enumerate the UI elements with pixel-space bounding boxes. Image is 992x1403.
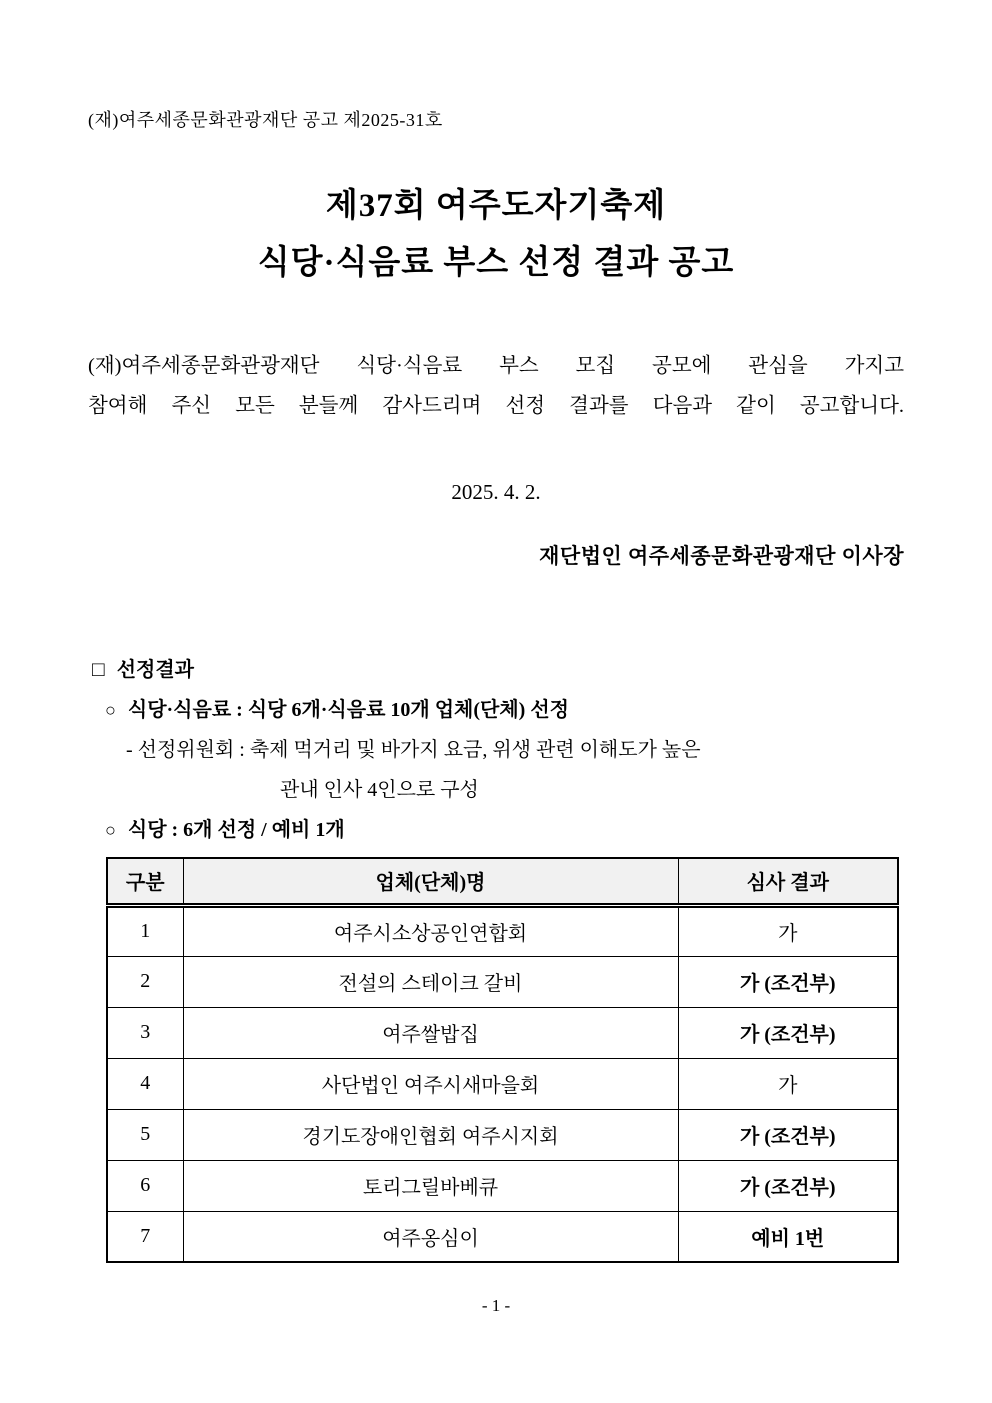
results-table <box>106 857 899 1263</box>
section-subline-1: - 선정위원회 : 축제 먹거리 및 바가지 요금, 위생 관련 이해도가 높은 <box>126 739 701 761</box>
title-line-2: 식당·식음료 부스 선정 결과 공고 <box>257 245 735 281</box>
row-name: 경기도장애인협회 여주시지회 <box>183 1109 678 1160</box>
table-row <box>107 1160 898 1211</box>
row-no: 6 <box>107 1160 183 1211</box>
table-row <box>107 956 898 1007</box>
square-bullet-icon: □ <box>92 657 105 681</box>
row-no: 3 <box>107 1007 183 1058</box>
circle-bullet-icon: ○ <box>105 820 116 840</box>
row-no: 2 <box>107 956 183 1007</box>
body-line-2: 참여해 주신 모든 분들께 감사드리며 선정 결과를 다음과 같이 공고합니다. <box>88 395 904 417</box>
table-row <box>107 1007 898 1058</box>
results-table-body <box>107 905 898 1262</box>
row-name: 여주시소상공인연합회 <box>183 905 678 956</box>
table-row <box>107 905 898 956</box>
row-result: 가 (조건부) <box>678 1160 898 1211</box>
doc-number: (재)여주세종문화관광재단 공고 제2025-31호 <box>88 110 443 130</box>
row-result: 가 (조건부) <box>678 956 898 1007</box>
row-no: 4 <box>107 1058 183 1109</box>
row-name: 여주옹심이 <box>183 1211 678 1262</box>
row-name: 토리그릴바베큐 <box>183 1160 678 1211</box>
row-name: 전설의 스테이크 갈비 <box>183 956 678 1007</box>
section-heading-label: 선정결과 <box>116 659 194 681</box>
signature: 재단법인 여주세종문화관광재단 이사장 <box>539 544 904 568</box>
table-row <box>107 1109 898 1160</box>
row-no: 1 <box>107 905 183 956</box>
row-name: 여주쌀밥집 <box>183 1007 678 1058</box>
body-paragraph <box>88 346 904 426</box>
body-line-1: (재)여주세종문화관광재단 식당·식음료 부스 모집 공모에 관심을 가지고 <box>88 355 904 377</box>
col-header-result: 심사 결과 <box>678 858 898 905</box>
results-table-head <box>107 858 898 905</box>
title-line-1: 제37회 여주도자기축제 <box>325 188 667 224</box>
row-result: 가 (조건부) <box>678 1109 898 1160</box>
row-result: 가 <box>678 905 898 956</box>
section-item-1-label: 식당·식음료 : 식당 6개·식음료 10개 업체(단체) 선정 <box>127 699 569 721</box>
table-row <box>107 1058 898 1109</box>
section-subline-2: 관내 인사 4인으로 구성 <box>280 779 479 801</box>
results-section <box>88 656 904 843</box>
row-name: 사단법인 여주시새마을회 <box>183 1058 678 1109</box>
section-heading <box>92 656 904 683</box>
page-number: - 1 - <box>481 1296 511 1315</box>
section-item-2-label: 식당 : 6개 선정 / 예비 1개 <box>127 819 345 841</box>
circle-bullet-icon: ○ <box>105 700 116 720</box>
row-result: 예비 1번 <box>678 1211 898 1262</box>
row-no: 5 <box>107 1109 183 1160</box>
row-no: 7 <box>107 1211 183 1262</box>
row-result: 가 (조건부) <box>678 1007 898 1058</box>
row-result: 가 <box>678 1058 898 1109</box>
header-row <box>107 858 898 905</box>
document-title <box>88 178 904 292</box>
table-row <box>107 1211 898 1262</box>
announcement-date: 2025. 4. 2. <box>451 480 541 504</box>
col-header-no: 구분 <box>107 858 183 905</box>
section-item-1 <box>105 697 904 723</box>
col-header-name: 업체(단체)명 <box>183 858 678 905</box>
section-item-2 <box>105 817 904 843</box>
